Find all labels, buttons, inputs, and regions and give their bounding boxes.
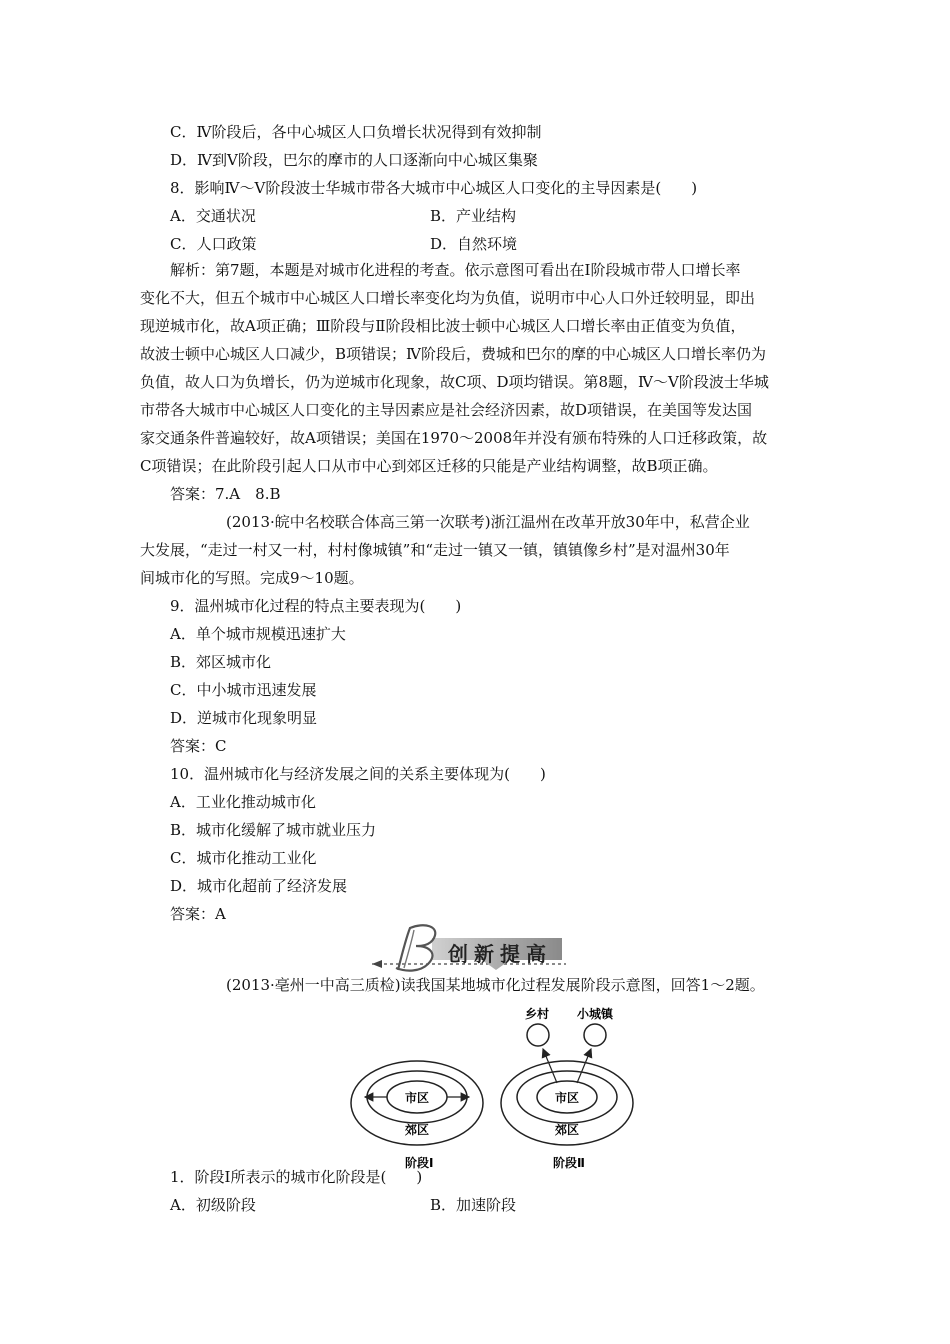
q10-option-a: A．工业化推动城市化	[170, 793, 316, 811]
stage2-urban-label: 市区	[555, 1091, 580, 1105]
stage1-urban-label: 市区	[405, 1091, 430, 1105]
town-circle	[584, 1024, 606, 1046]
q1-stem: 1．阶段Ⅰ所表示的城市化阶段是( )	[170, 1168, 423, 1186]
intro-line: 间城市化的写照。完成9～10题。	[140, 569, 364, 587]
analysis-line: 家交通条件普遍较好，故A项错误；美国在1970～2008年并没有颁布特殊的人口迁移政策，故	[140, 429, 768, 447]
q7-option-d: D．Ⅳ到Ⅴ阶段，巴尔的摩市的人口逐渐向中心城区集聚	[170, 151, 538, 169]
q9-option-b: B．郊区城市化	[170, 653, 272, 671]
q9-option-c: C．中小城市迅速发展	[170, 681, 317, 699]
intro-line: 大发展，“走过一村又一村，村村像城镇”和“走过一镇又一镇，镇镇像乡村”是对温州30年	[140, 541, 730, 559]
q8-option-d: D．自然环境	[430, 235, 518, 253]
village-label: 乡村	[525, 1007, 550, 1021]
q9-option-a: A．单个城市规模迅速扩大	[170, 625, 346, 643]
q10-option-c: C．城市化推动工业化	[170, 849, 317, 867]
intro-line: (2013·皖中名校联合体高三第一次联考)浙江温州在改革开放30年中，私营企业	[226, 513, 750, 531]
q8-option-b: B．产业结构	[430, 207, 517, 225]
urbanization-stage-diagram	[345, 1005, 645, 1175]
analysis-line: 负值，故人口为负增长，仍为逆城市化现象，故C项、D项均错误。第8题，Ⅳ～Ⅴ阶段波士华城	[140, 373, 769, 391]
intro-1-2: (2013·亳州一中高三质检)读我国某地城市化过程发展阶段示意图，回答1～2题。	[226, 976, 765, 994]
answer-7-8: 答案：7.A 8.B	[170, 485, 281, 503]
q8-option-a: A．交通状况	[170, 207, 256, 225]
q8-option-c: C．人口政策	[170, 235, 257, 253]
banner-left-arrow	[372, 960, 382, 968]
q10-option-d: D．城市化超前了经济发展	[170, 877, 348, 895]
q1-option-b: B．加速阶段	[430, 1196, 517, 1214]
stage1-suburb-label: 郊区	[405, 1123, 430, 1137]
q9-stem: 9．温州城市化过程的特点主要表现为( )	[170, 597, 462, 615]
village-circle	[527, 1024, 549, 1046]
q7-option-c: C．Ⅳ阶段后，各中心城区人口负增长状况得到有效抑制	[170, 123, 542, 141]
q10-stem: 10．温州城市化与经济发展之间的关系主要体现为( )	[170, 765, 546, 783]
stage1-label: 阶段Ⅰ	[405, 1156, 434, 1170]
town-label: 小城镇	[577, 1007, 614, 1021]
intro-9-10	[140, 508, 820, 592]
arrow-to-town	[577, 1049, 591, 1083]
q9-option-d: D．逆城市化现象明显	[170, 709, 318, 727]
analysis-line: C项错误；在此阶段引起人口从市中心到郊区迁移的只能是产业结构调整，故B项正确。	[140, 457, 718, 475]
stage2-label: 阶段Ⅱ	[553, 1156, 585, 1170]
q1-option-a: A．初级阶段	[170, 1196, 256, 1214]
q8-stem: 8．影响Ⅳ～Ⅴ阶段波士华城市带各大城市中心城区人口变化的主导因素是( )	[170, 179, 698, 197]
section-title: 创新提高	[448, 942, 552, 966]
stage2-suburb-label: 郊区	[555, 1123, 580, 1137]
analysis-line: 变化不大，但五个城市中心城区人口增长率变化均为负值，说明市中心人口外迁较明显，即出	[140, 289, 756, 307]
section-letter-b-icon	[384, 920, 444, 978]
analysis-line: 故波士顿中心城区人口减少，B项错误；Ⅳ阶段后，费城和巴尔的摩的中心城区人口增长率仍为	[140, 345, 767, 363]
analysis-line: 市带各大城市中心城区人口变化的主导因素应是社会经济因素，故D项错误，在美国等发达国	[140, 401, 753, 419]
analysis-line: 现逆城市化，故A项正确；Ⅲ阶段与Ⅱ阶段相比波士顿中心城区人口增长率由正值变为负值，	[140, 317, 746, 335]
arrow-to-village	[543, 1049, 557, 1083]
analysis-paragraph	[140, 256, 820, 480]
analysis-line: 解析：第7题，本题是对城市化进程的考查。依示意图可看出在Ⅰ阶段城市带人口增长率	[170, 261, 741, 279]
q9-answer: 答案：C	[170, 737, 227, 755]
q10-option-b: B．城市化缓解了城市就业压力	[170, 821, 377, 839]
q10-answer: 答案：A	[170, 905, 226, 923]
